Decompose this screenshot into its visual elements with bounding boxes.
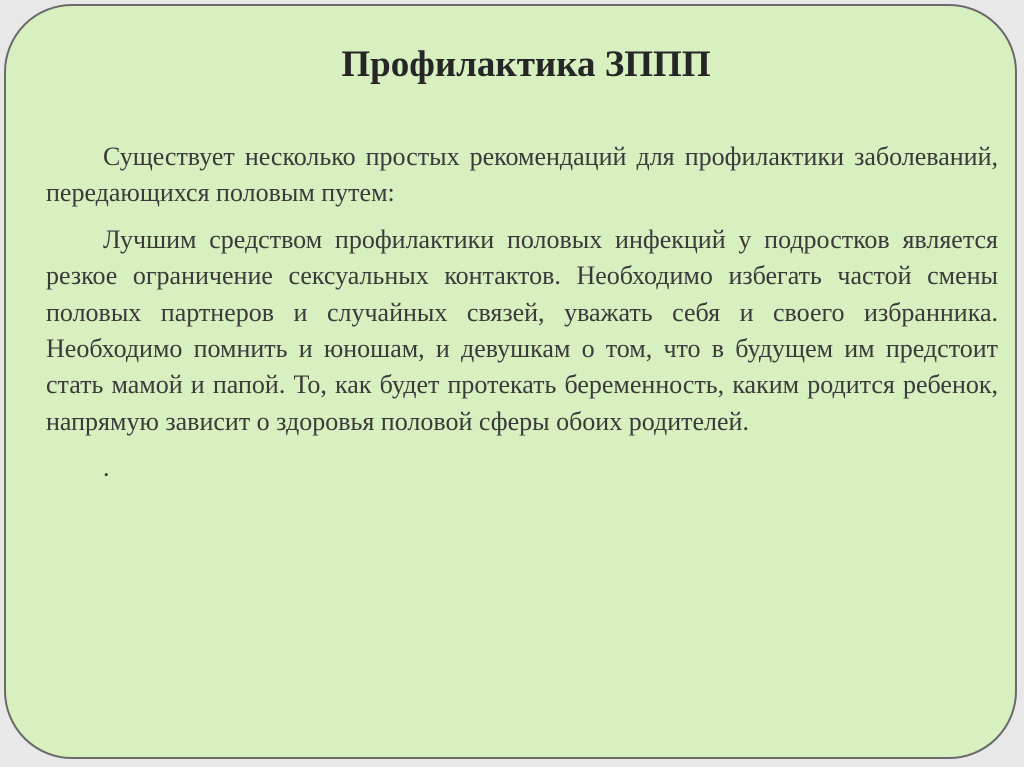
main-paragraph: Лучшим средством профилактики половых инфекций у подростков является резкое ограничение сексуальных контактов. Необходимо избегать частой смены половых партнеров и случайных связей, уважать себя и своего избранника. Необходимо помнить и юношам, и девушкам о том, что в будущем им предстоит стать мамой и папой. То, как будет протекать беременность, каким родится ребенок, напрямую зависит о здоровья половой сферы обоих родителей. (46, 224, 998, 436)
trailing-dot: . (103, 453, 110, 483)
slide-title: Профилактика ЗППП (341, 44, 711, 85)
slide-body (46, 139, 998, 487)
intro-paragraph: Существует несколько простых рекомендаций для профилактики заболеваний, передающихся половым путем: (46, 142, 998, 208)
content-panel (4, 4, 1017, 759)
